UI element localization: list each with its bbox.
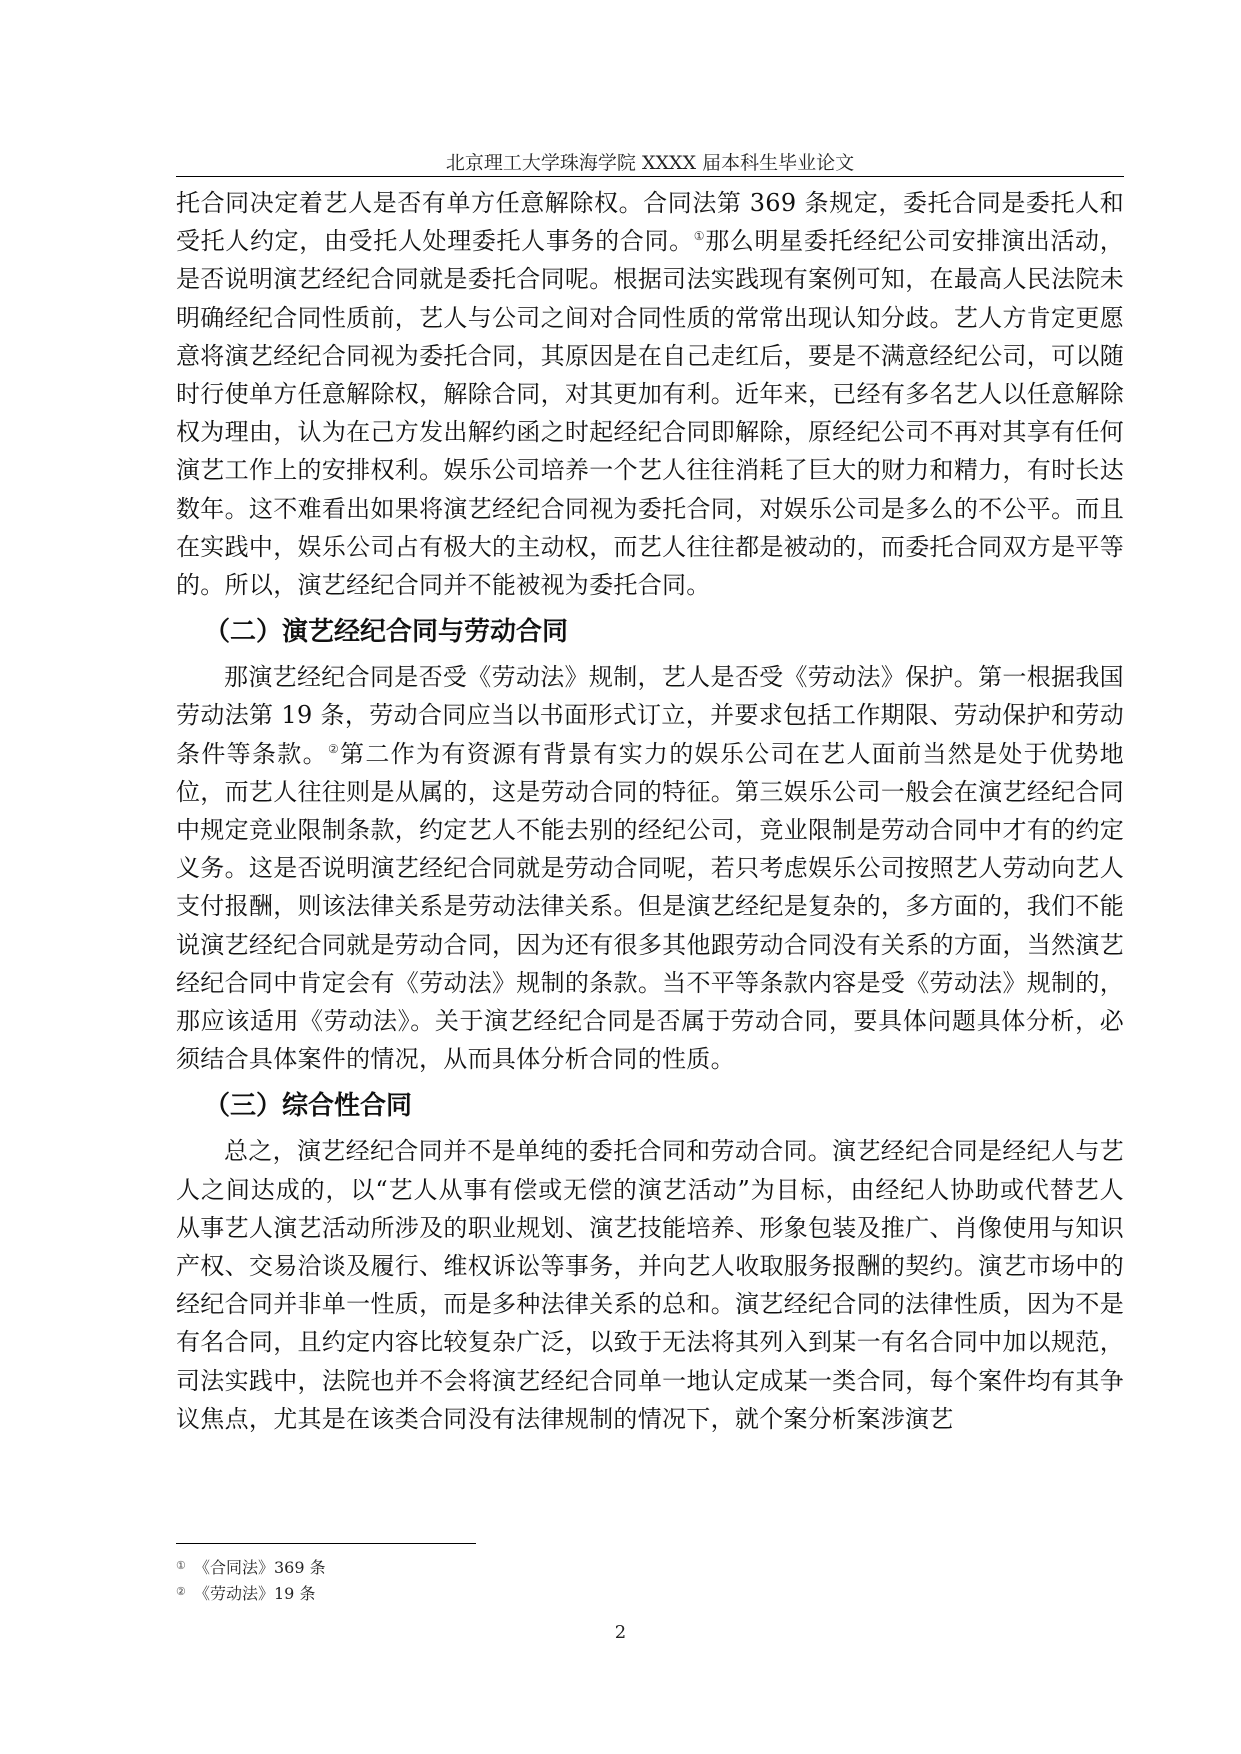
- footnote-ref-2[interactable]: ②: [327, 741, 341, 756]
- footnotes: [176, 1554, 1124, 1606]
- footnote-1-mark: ①: [176, 1559, 186, 1572]
- footnote-1: [176, 1554, 1124, 1580]
- page-number: 2: [614, 1622, 627, 1643]
- paragraph-1: [176, 184, 1124, 604]
- footnote-separator: [176, 1543, 476, 1544]
- header-rule: [176, 176, 1124, 177]
- section-heading-2: （二）演艺经纪合同与劳动合同: [204, 617, 569, 648]
- paragraph-1-text-a: 托合同决定着艺人是否有单方任意解除权。合同法第 369 条规定，委托合同是委托人和受托人约定，由受托人处理委托人事务的合同。: [176, 189, 1124, 256]
- section-heading-3: （三）综合性合同: [204, 1091, 413, 1122]
- footnote-ref-1[interactable]: ①: [693, 229, 706, 244]
- paragraph-2-text-b: 第二作为有资源有背景有实力的娱乐公司在艺人面前当然是处于优势地位，而艺人往往则是从属的，这是劳动合同的特征。第三娱乐公司一般会在演艺经纪合同中规定竞业限制条款，约定艺人不能去别的经纪公司，竞业限制是劳动合同中才有的约定义务。这是否说明演艺经纪合同就是劳动合同呢，若只考虑娱乐公司按照艺人劳动向艺人支付报酬，则该法律关系是劳动法律关系。但是演艺经纪是复杂的，多方面的，我们不能说演艺经纪合同就是劳动合同，因为还有很多其他跟劳动合同没有关系的方面，当然演艺经纪合同中肯定会有《劳动法》规制的条款。当不平等条款内容是受《劳动法》规制的，那应该适用《劳动法》。关于演艺经纪合同是否属于劳动合同，要具体问题具体分析，必须结合具体案件的情况，从而具体分析合同的性质。: [176, 739, 1124, 1074]
- paragraph-3: 总之，演艺经纪合同并不是单纯的委托合同和劳动合同。演艺经纪合同是经纪人与艺人之间达成的，以“艺人从事有偿或无偿的演艺活动”为目标，由经纪人协助或代替艺人从事艺人演艺活动所涉及的职业规划、演艺技能培养、形象包装及推广、肖像使用与知识产权、交易洽谈及履行、维权诉讼等事务，并向艺人收取服务报酬的契约。演艺市场中的经纪合同并非单一性质，而是多种法律关系的总和。演艺经纪合同的法律性质，因为不是有名合同，且约定内容比较复杂广泛，以致于无法将其列入到某一有名合同中加以规范，司法实践中，法院也并不会将演艺经纪合同单一地认定成某一类合同，每个案件均有其争议焦点，尤其是在该类合同没有法律规制的情况下，就个案分析案涉演艺: [176, 1137, 1124, 1433]
- paragraph-2: [176, 658, 1124, 1078]
- footnote-2: [176, 1580, 1124, 1606]
- running-header: 北京理工大学珠海学院 XXXX 届本科生毕业论文: [445, 152, 855, 174]
- footnote-1-text: 《合同法》369 条: [194, 1558, 326, 1577]
- footnote-2-text: 《劳动法》19 条: [194, 1584, 316, 1603]
- paragraph-1-text-b: 那么明星委托经纪公司安排演出活动，是否说明演艺经纪合同就是委托合同呢。根据司法实践现有案例可知，在最高人民法院未明确经纪合同性质前，艺人与公司之间对合同性质的常常出现认知分歧。艺人方肯定更愿意将演艺经纪合同视为委托合同，其原因是在自己走红后，要是不满意经纪公司，可以随时行使单方任意解除权，解除合同，对其更加有利。近年来，已经有多名艺人以任意解除权为理由，认为在己方发出解约函之时起经纪合同即解除，原经纪公司不再对其享有任何演艺工作上的安排权利。娱乐公司培养一个艺人往往消耗了巨大的财力和精力，有时长达数年。这不难看出如果将演艺经纪合同视为委托合同，对娱乐公司是多么的不公平。而且在实践中，娱乐公司占有极大的主动权，而艺人往往都是被动的，而委托合同双方是平等的。所以，演艺经纪合同并不能被视为委托合同。: [176, 227, 1124, 600]
- footnote-2-mark: ②: [176, 1585, 186, 1598]
- body-text: [176, 184, 1124, 1438]
- paragraph-2-text-a: 那演艺经纪合同是否受《劳动法》规制，艺人是否受《劳动法》保护。第一根据我国劳动法第 19 条，劳动合同应当以书面形式订立，并要求包括工作期限、劳动保护和劳动条件等条款。: [176, 663, 1124, 768]
